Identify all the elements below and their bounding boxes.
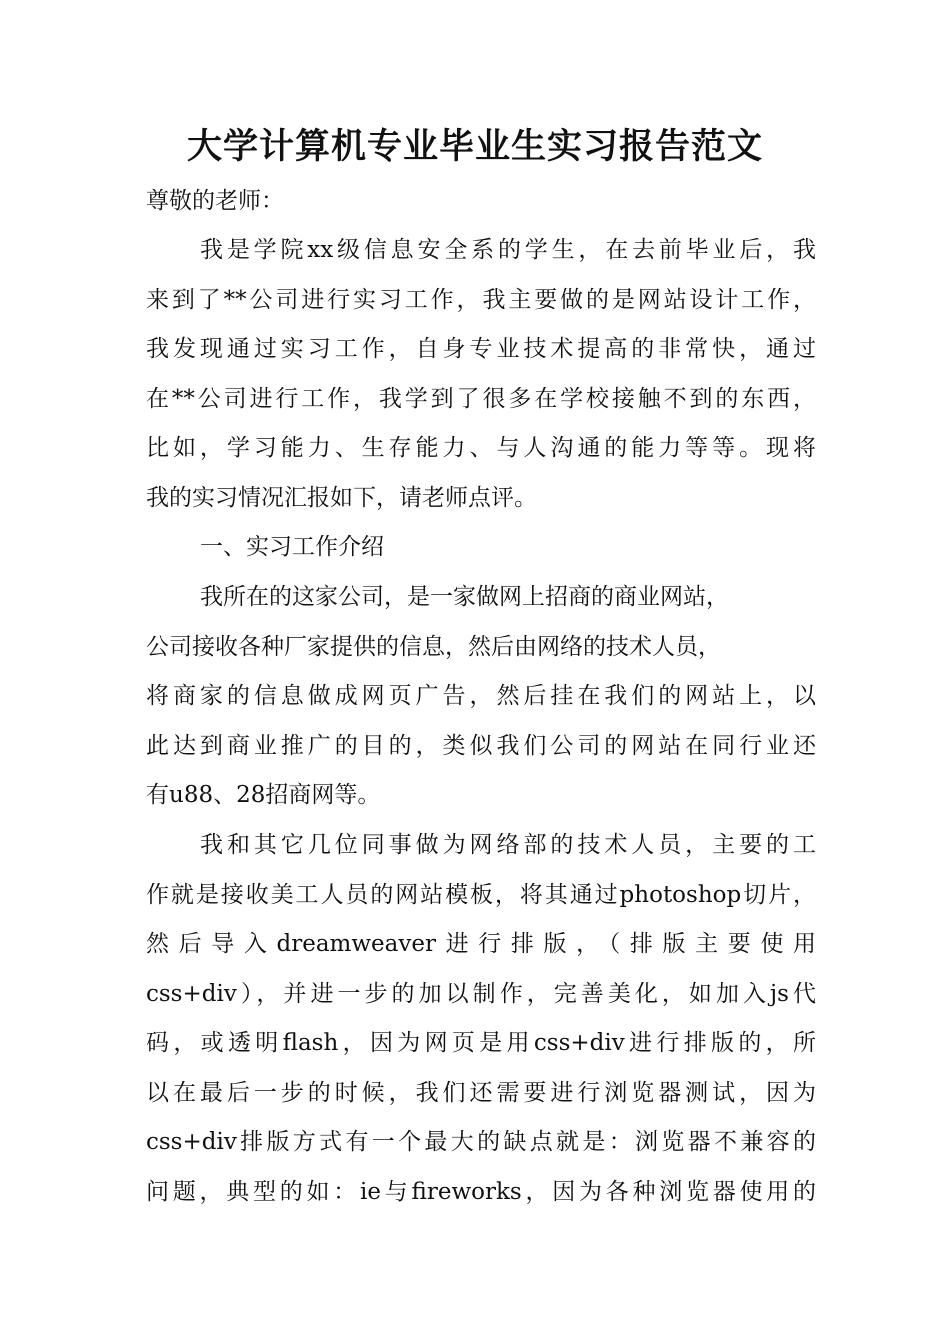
paragraph-line: 然后导入dreamweaver进行排版，（排版主要使用	[146, 931, 816, 957]
paragraph-line: 来到了**公司进行实习工作，我主要做的是网站设计工作，	[146, 287, 816, 313]
salutation: 尊敬的老师：	[146, 188, 284, 214]
paragraph-line: 以在最后一步的时候，我们还需要进行浏览器测试，因为	[146, 1080, 816, 1106]
paragraph-line: 问题，典型的如：ie与fireworks，因为各种浏览器使用的	[146, 1179, 816, 1205]
paragraph-line: css+div排版方式有一个最大的缺点就是：浏览器不兼容的	[146, 1129, 816, 1155]
paragraph-line: 将商家的信息做成网页广告，然后挂在我们的网站上，以	[146, 683, 816, 709]
paragraph-line: 码，或透明flash，因为网页是用css+div进行排版的，所	[146, 1030, 816, 1056]
paragraph-line: 作就是接收美工人员的网站模板，将其通过photoshop切片，	[146, 882, 816, 908]
paragraph-line: 我和其它几位同事做为网络部的技术人员，主要的工	[200, 832, 816, 858]
paragraph-line: 我的实习情况汇报如下，请老师点评。	[146, 485, 537, 511]
paragraph-line: 我发现通过实习工作，自身专业技术提高的非常快，通过	[146, 336, 816, 362]
document-title: 大学计算机专业毕业生实习报告范文	[186, 127, 763, 167]
paragraph-line: 公司接收各种厂家提供的信息，然后由网络的技术人员，	[146, 634, 721, 660]
paragraph-line: css+div），并进一步的加以制作，完善美化，如加入js代	[146, 981, 816, 1007]
section-heading: 一、实习工作介绍	[200, 534, 384, 560]
paragraph-line: 我是学院xx级信息安全系的学生，在去前毕业后，我	[200, 237, 816, 263]
paragraph-line: 我所在的这家公司，是一家做网上招商的商业网站，	[200, 584, 729, 610]
paragraph-line: 此达到商业推广的目的，类似我们公司的网站在同行业还	[146, 733, 816, 759]
paragraph-line: 有u88、28招商网等。	[146, 782, 381, 808]
paragraph-line: 在**公司进行工作，我学到了很多在学校接触不到的东西，	[146, 386, 816, 412]
paragraph-line: 比如，学习能力、生存能力、与人沟通的能力等等。现将	[146, 435, 816, 461]
